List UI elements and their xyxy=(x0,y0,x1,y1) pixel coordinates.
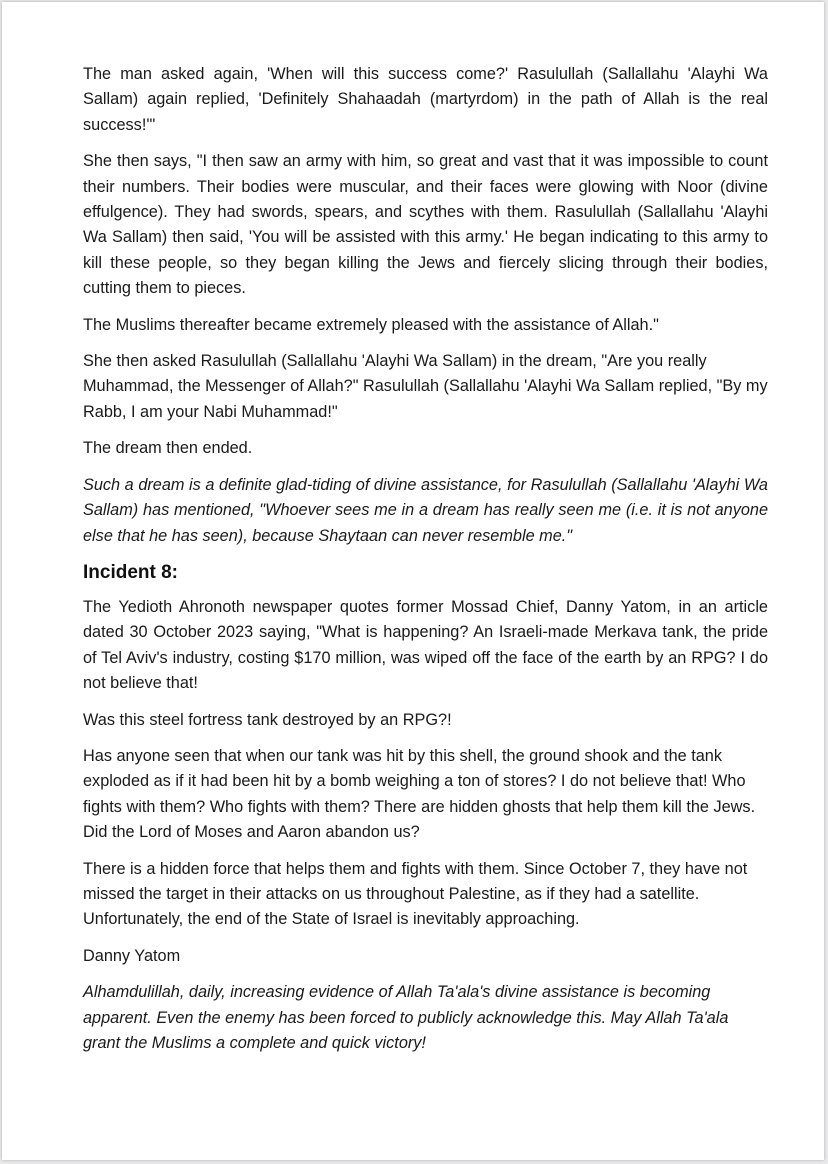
section-heading-incident-8: Incident 8: xyxy=(83,561,179,583)
document-page xyxy=(2,2,824,1160)
paragraph-dream-ended: The dream then ended. xyxy=(83,439,253,458)
paragraph-quote-attribution: Danny Yatom xyxy=(83,946,181,965)
document-body xyxy=(83,62,768,1067)
paragraph-dream-question: She then asked Rasulullah (Sallallahu 'Alayhi Wa Sallam) in the dream, "Are you really Muhammad, the Messenger of Allah?" Rasulullah (Sallallahu 'Alayhi Wa Sallam replied, "By my Rabb, I am your Nabi Muhammad!" xyxy=(83,352,768,421)
paragraph-tank-explosion: Has anyone seen that when our tank was hit by this shell, the ground shook and the tank exploded as if it had been hit by a bomb weighing a ton of stores? I do not believe that! Who fights with them? Who fights with them? There are hidden ghosts that help them kill the Jews. Did the Lord of Moses and Aaron abandon us? xyxy=(83,746,756,842)
paragraph-glad-tiding-commentary: Such a dream is a definite glad-tiding of divine assistance, for Rasulullah (Sallallahu 'Alayhi Wa Sallam) has mentioned, "Whoever sees me in a dream has really seen me (i.e. it is not anyone else that he has seen), because Shaytaan can never resemble me." xyxy=(83,475,768,545)
paragraph-army-vision: She then says, "I then saw an army with him, so great and vast that it was impossible to count their numbers. Their bodies were muscular, and their faces were glowing with Noor (divine effulgence). They had swords, spears, and scythes with them. Rasulullah (Sallallahu 'Alayhi Wa Sallam) then said, 'You will be assisted with this army.' He began indicating to this army to kill these people, so they began killing the Jews and fiercely slicing through their bodies, cutting them to pieces. xyxy=(83,152,768,298)
paragraph-hidden-force: There is a hidden force that helps them and fights with them. Since October 7, they have not missed the target in their attacks on us throughout Palestine, as if they had a satellite. Unfortunately, the end of the State of Israel is inevitably approaching. xyxy=(83,859,748,929)
paragraph-success-question: The man asked again, 'When will this success come?' Rasulullah (Sallallahu 'Alayhi Wa Sallam) again replied, 'Definitely Shahaadah (martyrdom) in the path of Allah is the real success!'" xyxy=(83,65,768,134)
paragraph-closing-commentary: Alhamdulillah, daily, increasing evidence of Allah Ta'ala's divine assistance is becoming apparent. Even the enemy has been forced to publicly acknowledge this. May Allah Ta'ala grant the Muslims a complete and quick victory! xyxy=(83,983,729,1052)
paragraph-rpg-question: Was this steel fortress tank destroyed by an RPG?! xyxy=(83,710,452,729)
paragraph-newspaper-quote: The Yedioth Ahronoth newspaper quotes former Mossad Chief, Danny Yatom, in an article dated 30 October 2023 saying, "What is happening? An Israeli-made Merkava tank, the pride of Tel Aviv's industry, costing $170 million, was wiped off the face of the earth by an RPG? I do not believe that! xyxy=(83,597,768,693)
paragraph-muslims-pleased: The Muslims thereafter became extremely pleased with the assistance of Allah." xyxy=(83,315,659,334)
